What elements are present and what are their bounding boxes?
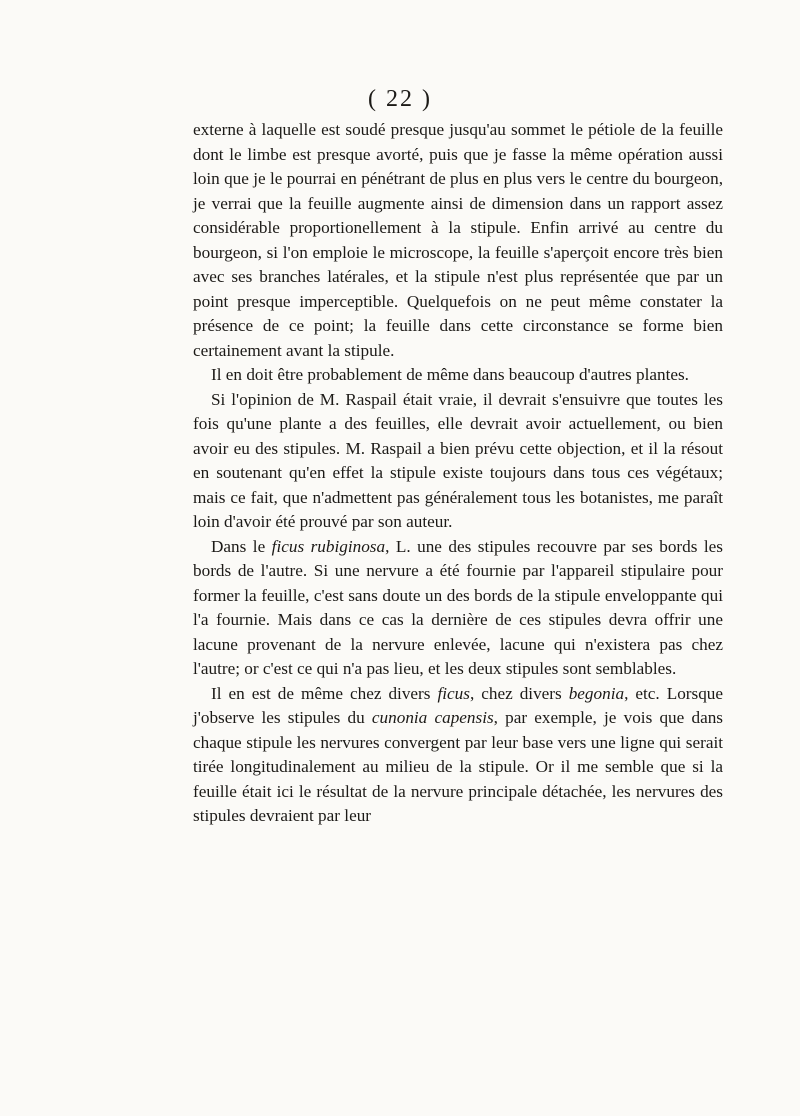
text-run: Il en doit être probablement de même dans beaucoup d'autres plantes. [211, 365, 689, 384]
text-run: Dans le [211, 536, 272, 556]
paragraph [193, 363, 723, 388]
paragraph [193, 682, 723, 829]
text-run: Si l'opinion de M. Raspail était vraie, il devrait s'ensuivre que toutes les fois qu'une plante a des feuilles, elle devrait avoir actuellement, ou bien avoir eu des stipules. M. Raspail a bien prévu cette objection, et il la résout en soutenant qu'en effet la stipule existe toujours dans tous ces végétaux; mais ce fait, que n'admettent pas généralement tous les botanistes, me paraît loin d'avoir été prouvé par son auteur. [193, 389, 723, 531]
text-run: , par exemple, je vois que dans chaque stipule les nervures convergent par leur base vers une ligne qui serait tirée longitudinalement au milieu de la stipule. Or il me semble que si la feuille était ici le résultat de la nervure principale détachée, les nervures des stipules devraient par leur [193, 708, 723, 825]
italic-term: ficus [437, 683, 470, 703]
paragraph [193, 535, 723, 682]
body-text [193, 118, 723, 829]
text-run: , etc. Lorsque j'observe les stipules du [193, 683, 724, 727]
text-run: , chez divers [469, 683, 569, 703]
italic-term: begonia [568, 683, 625, 703]
italic-term: ficus rubiginosa [271, 536, 386, 556]
text-run: Il en est de même chez divers [211, 683, 438, 703]
paragraph [193, 388, 723, 535]
text-run: externe à laquelle est soudé presque jusqu'au sommet le pétiole de la feuille dont le limbe est presque avorté, puis que je fasse la même opération aussi loin que je le pourrai en pénétrant de plus en plus vers le centre du bourgeon, je verrai que la feuille augmente ainsi de dimension dans un rapport assez considérable proportionellement à la stipule. Enfin arrivé au centre du bourgeon, si l'on emploie le microscope, la feuille s'aperçoit encore très bien avec ses branches latérales, et la stipule n'est plus représentée que par un point presque imperceptible. Quelquefois on ne peut même constater la présence de ce point; la feuille dans cette circonstance se forme bien certainement avant la stipule. [193, 120, 723, 360]
page-number: ( 22 ) [368, 86, 432, 112]
paragraph [193, 118, 723, 363]
italic-term: cunonia capensis [371, 708, 494, 727]
text-run: , L. une des stipules recouvre par ses bords les bords de l'autre. Si une nervure a été fournie par l'appareil stipulaire pour former la feuille, c'est sans doute un des bords de la stipule enveloppante qui l'a fournie. Mais dans ce cas la dernière de ces stipules devra offrir une lacune provenant de la nervure enlevée, lacune qui n'existera pas chez l'autre; or c'est ce qui n'a pas lieu, et les deux stipules sont semblables. [193, 536, 723, 678]
